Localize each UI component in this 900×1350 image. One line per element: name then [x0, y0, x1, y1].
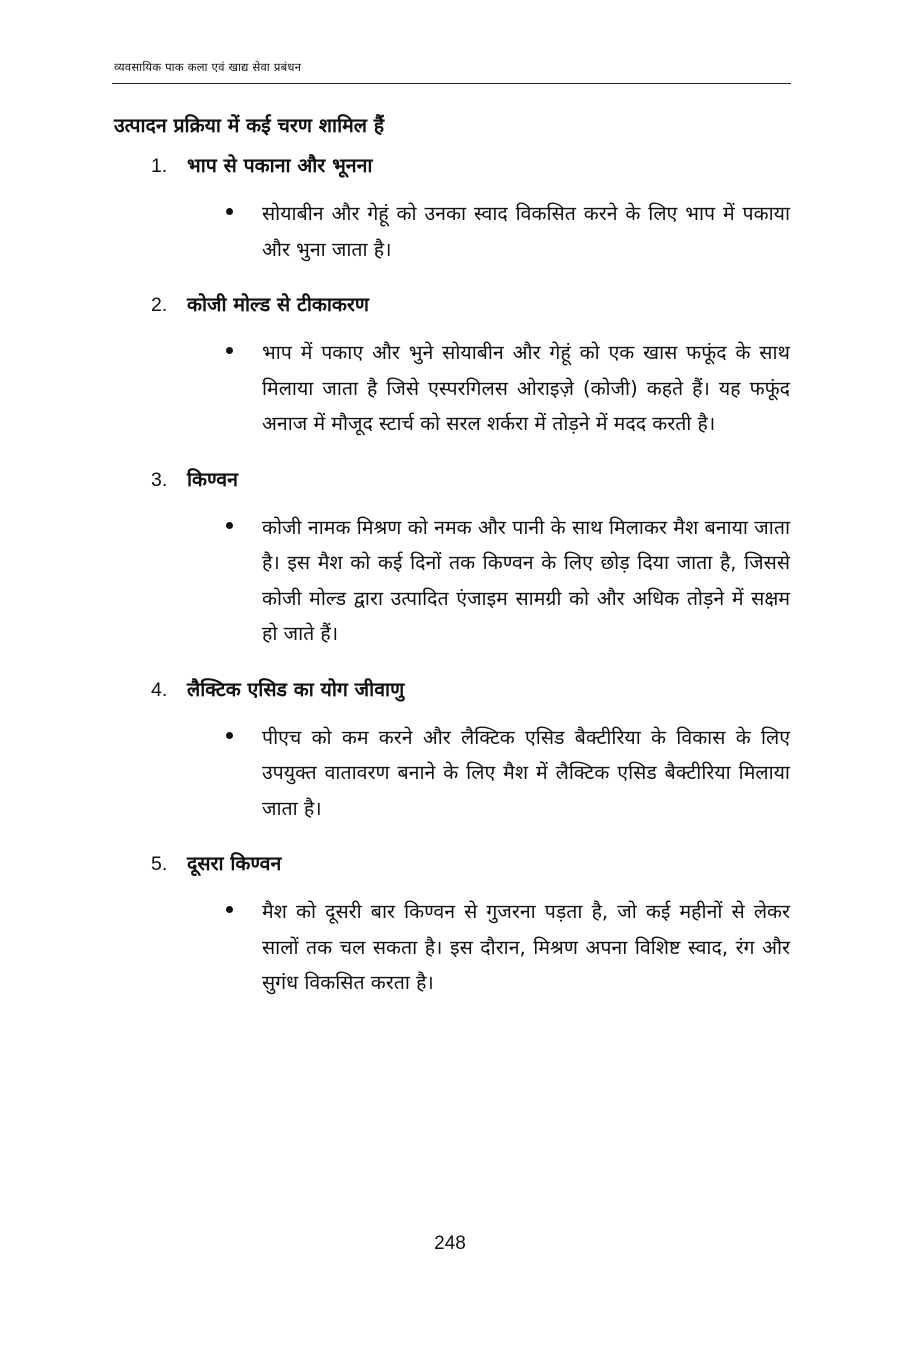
step-title: दूसरा किण्वन [187, 852, 282, 875]
step-heading [151, 289, 790, 321]
step-title: किण्वन [187, 467, 238, 491]
section-intro-heading: उत्पादन प्रक्रिया में कई चरण शामिल हैं [114, 114, 385, 137]
bullet-text: कोजी नामक मिश्रण को नमक और पानी के साथ मिलाकर मैश बनाया जाता है। इस मैश को कई दिनों तक किण्वन के लिए छोड़ दिया जाता है, जिससे कोजी मोल्ड द्वारा उत्पादित एंजाइम सामग्री को और अधिक तोड़ने में सक्षम हो जाते हैं। [262, 515, 790, 645]
step-5 [114, 848, 790, 1001]
running-header: व्यवसायिक पाक कला एवं खाद्य सेवा प्रबंधन [114, 60, 302, 74]
step-heading [151, 150, 790, 182]
step-title: भाप से पकाना और भूनना [187, 154, 373, 177]
step-title: लैक्टिक एसिड का योग जीवाणु [187, 677, 405, 701]
step-number: 5. [151, 853, 168, 875]
bullet-item [114, 510, 790, 652]
bullet-text: भाप में पकाए और भुने सोयाबीन और गेहूं को एक खास फफूंद के साथ मिलाया जाता है जिसे एस्परगिलस ओराइज़े (कोजी) कहते हैं। यह फफूंद अनाज में मौजूद स्टार्च को सरल शर्करा में तोड़ने में मदद करती है। [262, 341, 790, 435]
bullet-icon [226, 906, 233, 913]
bullet-text: मैश को दूसरी बार किण्वन से गुजरना पड़ता है, जो कई महीनों से लेकर सालों तक चल सकता है। इस दौरान, मिश्रण अपना विशिष्ट स्वाद, रंग और सुगंध विकसित करता है। [262, 900, 790, 994]
header-divider [112, 83, 791, 84]
bullet-item [114, 894, 790, 1001]
bullet-item [114, 335, 790, 442]
step-number: 3. [151, 468, 168, 491]
step-heading [151, 464, 790, 496]
step-title: कोजी मोल्ड से टीकाकरण [187, 293, 369, 316]
bullet-item [114, 196, 790, 267]
bullet-text: सोयाबीन और गेहूं को उनका स्वाद विकसित करने के लिए भाप में पकाया और भुना जाता है। [262, 202, 790, 261]
step-3 [114, 464, 790, 652]
step-heading [151, 674, 790, 706]
page-number: 248 [434, 1233, 466, 1254]
step-4 [114, 674, 790, 827]
step-1 [114, 150, 790, 267]
step-number: 1. [151, 155, 168, 177]
page-content [114, 110, 790, 1023]
bullet-item [114, 720, 790, 827]
bullet-icon [226, 208, 233, 215]
step-number: 2. [151, 294, 168, 316]
bullet-text: पीएच को कम करने और लैक्टिक एसिड बैक्टीरिया के विकास के लिए उपयुक्त वातावरण बनाने के लिए मैश में लैक्टिक एसिड बैक्टीरिया मिलाया जाता है। [262, 725, 790, 820]
step-2 [114, 289, 790, 442]
step-number: 4. [151, 678, 168, 701]
bullet-icon [226, 732, 233, 739]
bullet-icon [226, 522, 233, 529]
bullet-icon [226, 347, 233, 354]
step-heading [151, 848, 790, 880]
